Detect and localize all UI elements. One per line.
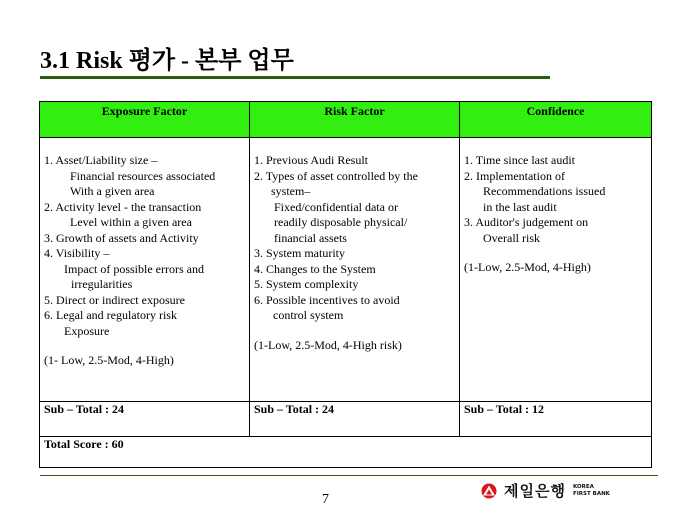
risk-subtotal: Sub – Total : 24 <box>250 402 460 437</box>
factor-line: Impact of possible errors and <box>64 261 204 276</box>
factor-line: 2. Activity level - the transaction <box>44 199 202 214</box>
exposure-factor-list <box>44 153 245 339</box>
risk-table <box>39 101 652 468</box>
factor-line: 4. Changes to the System <box>254 261 376 276</box>
exposure-factor-cell <box>40 138 250 402</box>
header-risk-factor: Risk Factor <box>250 102 460 138</box>
factor-line: 3. Auditor's judgement on <box>464 215 589 229</box>
factor-line: readily disposable physical/ <box>274 215 408 229</box>
exposure-subtotal: Sub – Total : 24 <box>40 402 250 437</box>
factor-line: 1. Asset/Liability size – <box>44 153 158 167</box>
risk-factor-cell <box>250 138 460 402</box>
factor-line: 3. Growth of assets and Activity <box>44 230 199 245</box>
exposure-scale: (1- Low, 2.5-Mod, 4-High) <box>44 353 174 367</box>
factor-line: Recommendations issued <box>483 184 606 198</box>
factor-line: 1. Time since last audit <box>464 153 575 167</box>
total-score: Total Score : 60 <box>40 437 652 468</box>
footer-divider <box>40 475 658 476</box>
factor-line: With a given area <box>70 184 155 198</box>
factor-line: 4. Visibility – <box>44 246 110 260</box>
confidence-cell <box>460 138 652 402</box>
factor-line: control system <box>273 308 344 322</box>
factor-line: 5. Direct or indirect exposure <box>44 292 185 307</box>
total-row <box>40 437 652 468</box>
factor-line: financial assets <box>274 230 347 245</box>
factor-line: 3. System maturity <box>254 246 345 260</box>
factor-line: Financial resources associated <box>70 168 216 183</box>
factors-row <box>40 138 652 402</box>
title-divider <box>40 76 550 79</box>
factor-line: in the last audit <box>483 199 557 214</box>
factor-line: Exposure <box>64 323 110 338</box>
page-title: 3.1 Risk 평가 - 본부 업무 <box>40 48 294 74</box>
confidence-list <box>464 153 647 246</box>
header-row <box>40 102 652 138</box>
bank-logo-english <box>573 484 610 498</box>
bank-logo-mark-icon <box>478 483 500 499</box>
header-confidence: Confidence <box>460 102 652 138</box>
factor-line: system– <box>271 184 311 198</box>
confidence-subtotal: Sub – Total : 12 <box>460 402 652 437</box>
factor-line: 2. Types of asset controlled by the <box>254 168 418 183</box>
header-exposure-factor: Exposure Factor <box>40 102 250 138</box>
factor-line: 6. Legal and regulatory risk <box>44 308 177 322</box>
bank-logo-english-line1: KOREA <box>572 483 594 490</box>
page-number: 7 <box>322 492 329 507</box>
factor-line: Overall risk <box>483 230 540 245</box>
risk-scale: (1-Low, 2.5-Mod, 4-High risk) <box>254 337 402 352</box>
factor-line: 6. Possible incentives to avoid <box>254 292 400 307</box>
bank-logo <box>478 480 610 501</box>
factor-line: Level within a given area <box>70 215 192 229</box>
factor-line: 5. System complexity <box>254 277 359 291</box>
subtotal-row <box>40 402 652 437</box>
factor-line: 1. Previous Audi Result <box>254 153 369 167</box>
factor-line: Fixed/confidential data or <box>274 199 398 214</box>
factor-line: irregularities <box>71 277 133 291</box>
risk-factor-list <box>254 153 455 324</box>
confidence-scale: (1-Low, 2.5-Mod, 4-High) <box>464 260 591 274</box>
factor-line: 2. Implementation of <box>464 168 565 183</box>
bank-logo-english-line2: FIRST BANK <box>572 490 610 497</box>
bank-logo-korean: 제일은행 <box>504 482 566 500</box>
